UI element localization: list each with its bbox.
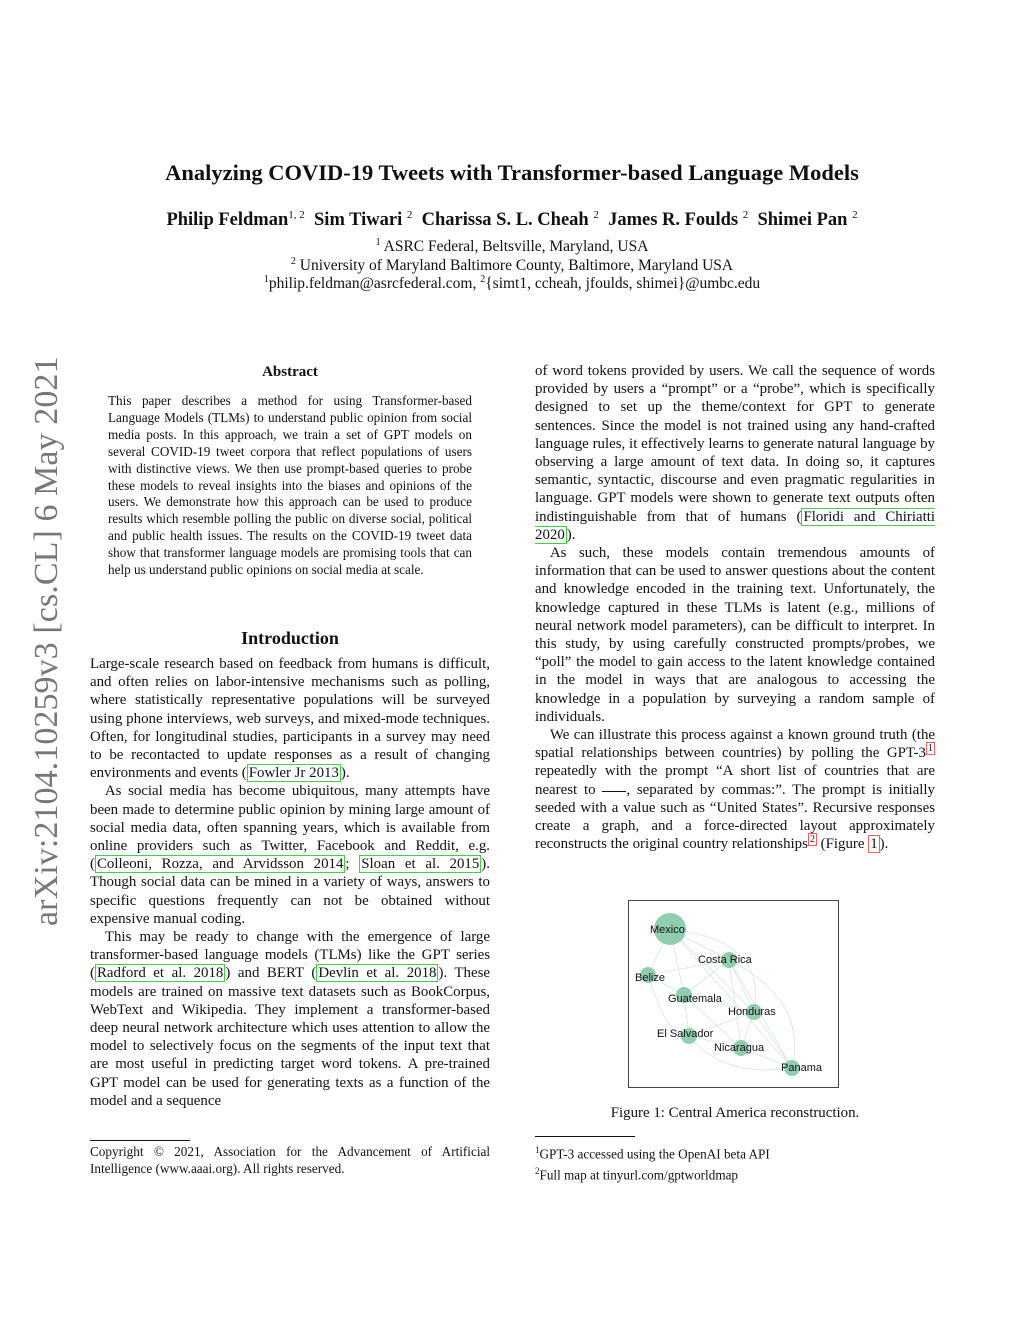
citation-link[interactable]: Radford et al. 2018: [96, 965, 224, 982]
node-label: Mexico: [650, 924, 685, 936]
paragraph: We can illustrate this process against a known ground truth (the spatial relationships between countries) by polling the GPT-3 $^1$ repeatedly with the prompt “A short list of countries that are nearest to , separated by commas:”. The prompt is initially seeded with a value such as “United States”. Recursive responses create a graph, and a force-directed layout approximately reconstructs the original country relationships $^2$ (Figure 1 ).: [535, 727, 935, 853]
email-2: {simt1, ccheah, jfoulds, shimei}@umbc.edu: [485, 275, 761, 293]
author-name: Sim Tiwari: [314, 210, 403, 231]
affil-text: University of Maryland Baltimore County, Baltimore, Maryland USA: [299, 257, 734, 275]
node-label: Panama: [781, 1062, 822, 1074]
introduction-heading: Introduction: [241, 628, 339, 648]
node-label: Costa Rica: [698, 954, 752, 966]
author-affil-sup: 2: [852, 209, 858, 221]
citation-link[interactable]: Fowler Jr 2013: [248, 765, 339, 782]
footnote-rule: [535, 1136, 635, 1137]
author-affil-sup: 2: [406, 209, 413, 221]
footnote-rule: [90, 1140, 190, 1141]
affiliation-2: [0, 256, 1024, 275]
right-column-body: [535, 362, 935, 853]
footnote-2: $^2$Full map at tinyurl.com/gptworldmap: [535, 1165, 739, 1183]
paragraph: As such, these models contain tremendous amounts of information that can be used to answer questions about the content and knowledge encoded in the training text. Unfortunately, the knowledge captured in these TLMs is latent (e.g., millions of neural network model parameters), can be difficult to interpret. In this study, by using carefully constructed prompts/probes, we “poll” the model to gain access to the latent knowledge contained in the model in ways that are analogous to accessing the knowledge in a population by surveying a random sample of individuals.: [535, 545, 935, 725]
affil-text: ASRC Federal, Beltsville, Maryland, USA: [383, 238, 649, 256]
author-name: Charissa S. L. Cheah: [421, 210, 589, 231]
paragraph: This may be ready to change with the emergence of large transformer-based language models (TLMs) like the GPT series ( Radford et al. 2018 ) and BERT ( Devlin et al. 2018 ). These models are trained on massive text datasets such as BookCorpus, WebText and Wikipedia. They implement a transformer-based deep neural network architecture which uses attention to allow the model to selectively focus on the segments of the input text that are most useful in predicting target word tokens. A pre-trained GPT model can be used for generating texts as a function of the model and a sequence: [90, 929, 490, 1109]
abstract-heading: Abstract: [262, 364, 318, 380]
left-column-body: [90, 655, 490, 1110]
paragraph: As social media has become ubiquitous, many attempts have been made to determine public opinion by mining large amount of social media data, often spanning years, which is available from online providers such as Twitter, Facebook and Reddit, e.g. ( Colleoni, Rozza, and Arvidsson 2014 ; Sloan et al. 2015 ). Though social data can be mined in a variety of ways, answers to specific questions frequently can not be obtained without expensive manual coding.: [90, 783, 490, 927]
citation-link[interactable]: Colleoni, Rozza, and Arvidsson 2014: [96, 856, 344, 873]
arxiv-id: arXiv:2104.10259v3 [cs.CL] 6 May 2021: [28, 356, 64, 926]
footnote-link[interactable]: 1: [928, 743, 933, 755]
citation-link[interactable]: Sloan et al. 2015: [361, 856, 480, 873]
figure-link[interactable]: 1: [870, 836, 878, 853]
abstract-text: This paper describes a method for using Transformer-based Language Models (TLMs) to understand public opinion from social media posts. In this approach, we train a set of GPT models on several COVID-19 tweet corpora that reflect populations of users with distinctive views. We then use prompt-based queries to probe these models to reveal insights into the biases and opinions of the users. We demonstrate how this approach can be used to produce results which resemble polling the public on diverse social, political and public health issues. The results on the COVID-19 tweet data show that transformer language models are promising tools that can help us understand public opinions on social media at scale.: [108, 393, 472, 578]
author-affil-sup: 1, 2: [288, 209, 305, 221]
affiliation-1: [0, 237, 1024, 256]
paper-title: Analyzing COVID-19 Tweets with Transformer-based Language Models: [165, 160, 859, 185]
citation-link[interactable]: Floridi and Chiriatti 2020: [535, 508, 935, 543]
prompt-blank: [602, 791, 626, 792]
affil-sup: 1: [375, 237, 381, 248]
node-label: Guatemala: [668, 993, 722, 1005]
node-label: El Salvador: [657, 1028, 714, 1040]
node-label: Belize: [635, 972, 665, 984]
email-sup: 1: [263, 274, 269, 285]
footnote-link[interactable]: 2: [809, 834, 815, 846]
citation-link[interactable]: Devlin et al. 2018: [318, 965, 437, 982]
affil-sup: 2: [290, 256, 296, 267]
node-label: Honduras: [728, 1006, 776, 1018]
author-affil-sup: 2: [593, 209, 599, 221]
figure-caption: Figure 1: Central America reconstruction.: [610, 1105, 860, 1121]
author-name: James R. Foulds: [608, 210, 739, 231]
footnote-1: $^1$GPT-3 accessed using the OpenAI beta API: [535, 1145, 770, 1162]
node-label: Nicaragua: [714, 1042, 765, 1054]
paragraph: Large-scale research based on feedback from humans is difficult, and often relies on labor-intensive mechanisms such as polling, where statistically representative populations will be surveyed using phone interviews, web surveys, and mixed-mode techniques. Often, for longitudinal studies, participants in a survey may need to be recontacted to update responses as a result of changing environments and events ( Fowler Jr 2013 ).: [90, 656, 490, 782]
figure-1-graph: [628, 900, 839, 1088]
author-name: Philip Feldman: [166, 210, 289, 231]
email-sup: 2: [480, 274, 486, 285]
author-name: Shimei Pan: [757, 210, 848, 231]
author-list: [0, 209, 1024, 231]
email-1: philip.feldman@asrcfederal.com,: [268, 275, 477, 293]
author-affil-sup: 2: [742, 209, 749, 221]
paragraph: of word tokens provided by users. We call the sequence of words provided by users a “prompt” or a “probe”, which is specifically designed to set up the theme/context for GPT to generate sentences. Since the model is not trained using any hand-crafted language rules, it effectively learns to generate natural language by observing a large amount of text data. In doing so, it captures semantic, syntactic, discourse and even pragmatic regularities in language. GPT models were shown to generate text outputs often indistinguishable from that of humans ( Floridi and Chiriatti 2020 ).: [535, 363, 935, 543]
author-emails: [0, 274, 1024, 293]
copyright-notice: Copyright © 2021, Association for the Advancement of Artificial Intelligence (www.aaai.org). All rights reserved.: [90, 1144, 490, 1176]
footnotes: [535, 1142, 935, 1184]
arxiv-stamp: [24, 356, 64, 926]
